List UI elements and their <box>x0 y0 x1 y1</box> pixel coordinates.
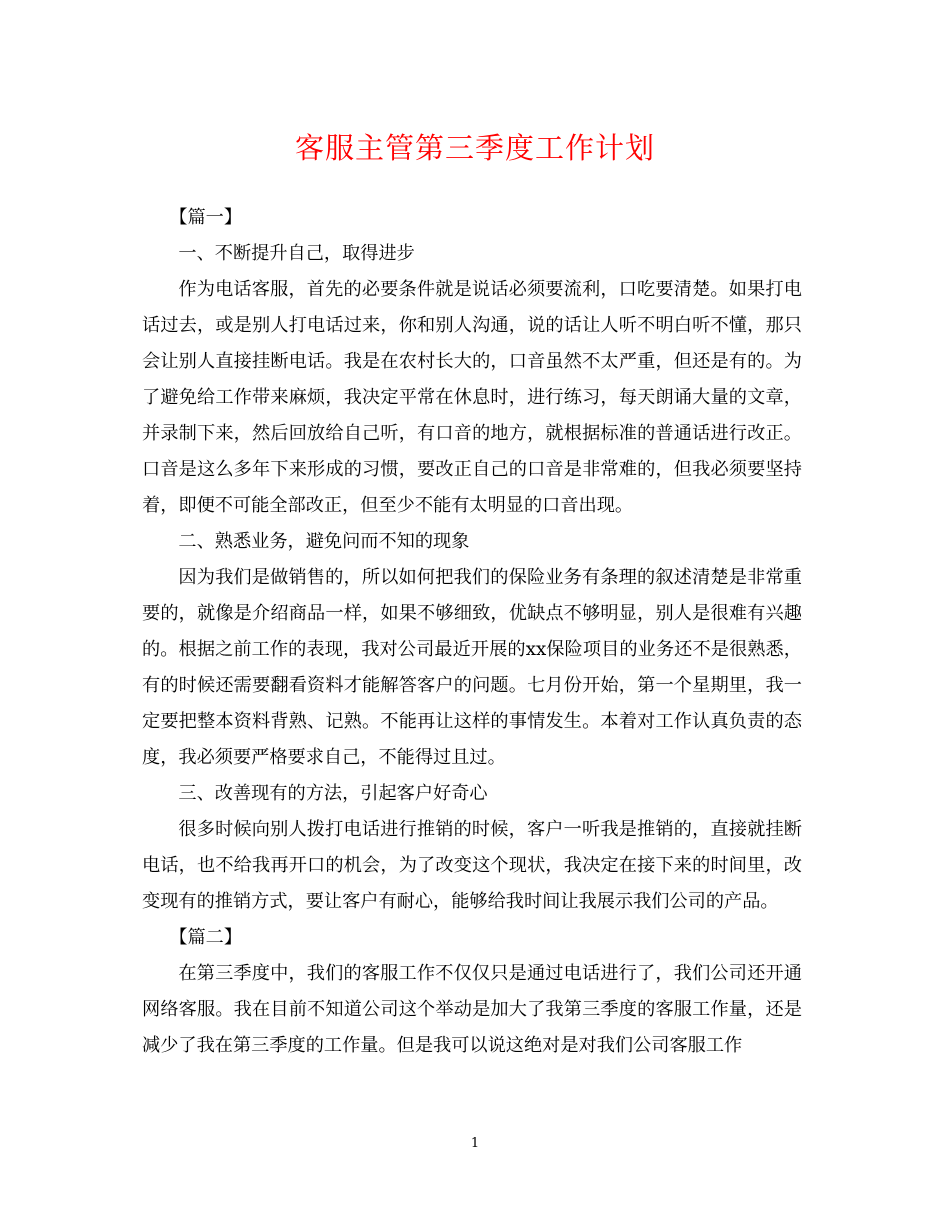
page-number: 1 <box>470 1136 480 1151</box>
section-marker-2: 【篇二】 <box>169 927 243 948</box>
paragraph-1: 作为电话客服，首先的必要条件就是说话必须要流利，口吃要清楚。如果打电话过去，或是别人打电话过来，你和别人沟通，说的话让人听不明白听不懂，那只会让别人直接挂断电话。我是在农村长大的，口音虽然不太严重，但还是有的。为了避免给工作带来麻烦，我决定平常在休息时，进行练习，每天朗诵大量的文章，并录制下来，然后回放给自己听，有口音的地方，就根据标准的普通话进行改正。口音是这么多年下来形成的习惯，要改正自己的口音是非常难的，但我必须要坚持着，即便不可能全部改正，但至少不能有太明显的口音出现。 <box>142 279 802 516</box>
heading-1: 一、不断提升自己，取得进步 <box>178 243 415 264</box>
heading-2: 二、熟悉业务，避免问而不知的现象 <box>178 531 470 552</box>
paragraph-3: 很多时候向别人拨打电话进行推销的时候，客户一听我是推销的，直接就挂断电话，也不给我再开口的机会，为了改变这个现状，我决定在接下来的时间里，改变现有的推销方式，要让客户有耐心，能够给我时间让我展示我们公司的产品。 <box>142 819 802 912</box>
paragraph-2: 因为我们是做销售的，所以如何把我们的保险业务有条理的叙述清楚是非常重要的，就像是介绍商品一样，如果不够细致，优缺点不够明显，别人是很难有兴趣的。根据之前工作的表现，我对公司最近开展的xx保险项目的业务还不是很熟悉，有的时候还需要翻看资料才能解答客户的问题。七月份开始，第一个星期里，我一定要把整本资料背熟、记熟。不能再让这样的事情发生。本着对工作认真负责的态度，我必须要严格要求自己，不能得过且过。 <box>142 567 802 768</box>
section-marker-1: 【篇一】 <box>169 207 243 228</box>
document-body <box>142 200 802 1064</box>
document-title: 客服主管第三季度工作计划 <box>294 131 655 165</box>
heading-3: 三、改善现有的方法，引起客户好奇心 <box>178 783 488 804</box>
paragraph-4: 在第三季度中，我们的客服工作不仅仅只是通过电话进行了，我们公司还开通网络客服。我在目前不知道公司这个举动是加大了我第三季度的客服工作量，还是减少了我在第三季度的工作量。但是我可以说这绝对是对我们公司客服工作 <box>142 963 802 1056</box>
